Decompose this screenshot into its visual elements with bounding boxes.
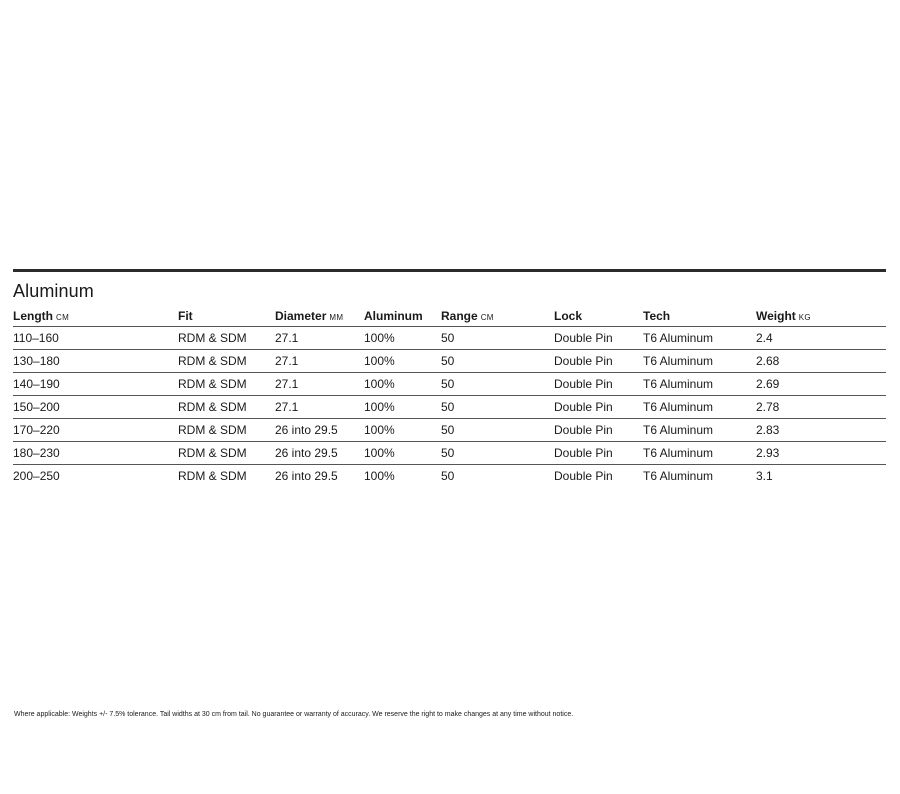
cell-lock: Double Pin — [554, 350, 643, 373]
aluminum-spec-section — [13, 269, 886, 487]
cell-weight: 2.83 — [756, 419, 886, 442]
cell-lock: Double Pin — [554, 373, 643, 396]
cell-tech: T6 Aluminum — [643, 419, 756, 442]
cell-aluminum: 100% — [364, 396, 441, 419]
header-tech: Tech — [643, 305, 756, 327]
cell-weight: 3.1 — [756, 469, 773, 483]
cell-aluminum: 100% — [364, 442, 441, 465]
footnote-disclaimer: Where applicable: Weights +/- 7.5% tolerance. Tail widths at 30 cm from tail. No guarantee or warranty of accuracy. We reserve the right to make changes at any time without notice. — [14, 711, 574, 718]
cell-weight: 2.69 — [756, 373, 886, 396]
cell-length: 110–160 — [13, 327, 178, 350]
cell-diameter: 26 into 29.5 — [275, 442, 364, 465]
cell-tech: T6 Aluminum — [643, 373, 756, 396]
cell-fit: RDM & SDM — [178, 419, 275, 442]
cell-range: 50 — [441, 396, 554, 419]
cell-fit: RDM & SDM — [178, 350, 275, 373]
cell-lock: Double Pin — [554, 396, 643, 419]
cell-diameter: 27.1 — [275, 373, 364, 396]
table-row — [13, 442, 886, 465]
cell-aluminum: 100% — [364, 469, 395, 483]
section-top-rule — [13, 269, 886, 272]
cell-lock: Double Pin — [554, 469, 613, 483]
cell-diameter: 27.1 — [275, 396, 364, 419]
cell-lock: Double Pin — [554, 419, 643, 442]
cell-length: 150–200 — [13, 396, 178, 419]
table-row — [13, 465, 886, 488]
cell-tech: T6 Aluminum — [643, 396, 756, 419]
cell-range: 50 — [441, 327, 554, 350]
cell-fit: RDM & SDM — [178, 327, 275, 350]
cell-diameter: 26 into 29.5 — [275, 419, 364, 442]
cell-aluminum: 100% — [364, 327, 441, 350]
cell-weight: 2.4 — [756, 327, 886, 350]
cell-range: 50 — [441, 469, 455, 483]
table-header-row — [13, 305, 886, 327]
header-diameter: Diameter MM — [275, 305, 364, 327]
cell-diameter: 26 into 29.5 — [275, 469, 338, 483]
spec-table — [13, 305, 886, 487]
cell-length: 140–190 — [13, 373, 178, 396]
cell-weight: 2.68 — [756, 350, 886, 373]
cell-fit: RDM & SDM — [178, 396, 275, 419]
cell-length: 130–180 — [13, 350, 178, 373]
cell-weight: 2.78 — [756, 396, 886, 419]
cell-tech: T6 Aluminum — [643, 350, 756, 373]
header-lock: Lock — [554, 305, 643, 327]
table-row — [13, 350, 886, 373]
cell-aluminum: 100% — [364, 419, 441, 442]
cell-length: 200–250 — [13, 469, 60, 483]
cell-range: 50 — [441, 373, 554, 396]
cell-diameter: 27.1 — [275, 350, 364, 373]
header-weight: Weight KG — [756, 305, 886, 327]
cell-range: 50 — [441, 350, 554, 373]
section-title: Aluminum — [13, 281, 94, 301]
cell-fit: RDM & SDM — [178, 469, 247, 483]
table-row — [13, 419, 886, 442]
cell-fit: RDM & SDM — [178, 373, 275, 396]
table-row — [13, 373, 886, 396]
cell-weight: 2.93 — [756, 442, 886, 465]
cell-tech: T6 Aluminum — [643, 469, 714, 483]
cell-tech: T6 Aluminum — [643, 327, 756, 350]
cell-aluminum: 100% — [364, 373, 441, 396]
cell-length: 170–220 — [13, 419, 178, 442]
cell-length: 180–230 — [13, 442, 178, 465]
header-range: Range CM — [441, 305, 554, 327]
header-aluminum: Aluminum — [364, 305, 441, 327]
cell-range: 50 — [441, 442, 554, 465]
cell-aluminum: 100% — [364, 350, 441, 373]
table-row — [13, 396, 886, 419]
cell-lock: Double Pin — [554, 442, 643, 465]
cell-lock: Double Pin — [554, 327, 643, 350]
cell-fit: RDM & SDM — [178, 442, 275, 465]
cell-range: 50 — [441, 419, 554, 442]
header-fit: Fit — [178, 305, 275, 327]
table-row — [13, 327, 886, 350]
cell-tech: T6 Aluminum — [643, 442, 756, 465]
header-length: Length CM — [13, 305, 178, 327]
cell-diameter: 27.1 — [275, 327, 364, 350]
